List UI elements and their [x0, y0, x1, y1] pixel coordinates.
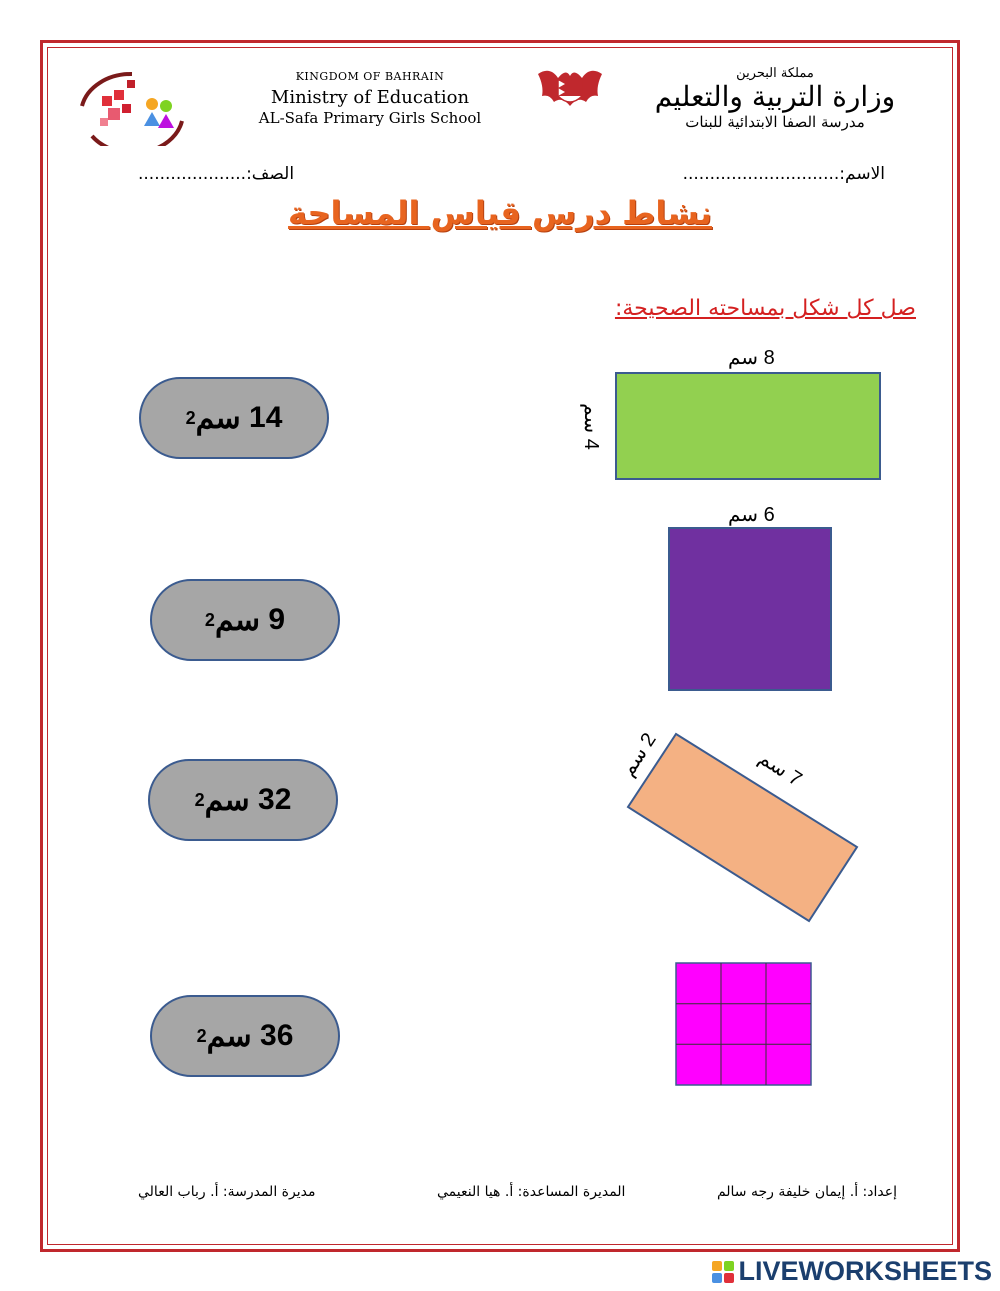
arabic-header	[630, 66, 920, 131]
orange-long-label: 7 سم	[754, 746, 806, 791]
answer-power: 2	[185, 407, 196, 428]
ministry-label-en: Ministry of Education	[270, 87, 470, 108]
answer-pill-9[interactable]	[150, 579, 340, 661]
answer-unit: سم	[214, 603, 261, 637]
ministry-label-ar: وزارة التربية والتعليم	[654, 80, 896, 113]
school-logo-icon	[72, 66, 192, 146]
magenta-grid-square[interactable]	[675, 962, 813, 1088]
footer-principal: مديرة المدرسة: أ. رباب العالي	[138, 1184, 316, 1200]
answer-value: 9	[268, 603, 286, 636]
answer-power: 2	[194, 789, 205, 810]
answer-pill-32[interactable]	[148, 759, 338, 841]
school-label-en: AL-Safa Primary Girls School	[258, 109, 482, 127]
student-class-field[interactable]: الصف:....................	[138, 164, 295, 184]
footer-prepared-by: إعداد: أ. إيمان خليفة رجه سالم	[716, 1184, 897, 1200]
answer-unit: سم	[195, 401, 241, 435]
answer-pill-36[interactable]	[150, 995, 340, 1077]
liveworksheets-watermark	[712, 1256, 992, 1287]
instruction-text: صل كل شكل بمساحته الصحيحة:	[614, 296, 916, 321]
student-name-field[interactable]: الاسم:.............................	[682, 164, 885, 184]
answer-unit: سم	[204, 783, 250, 817]
answer-value: 36	[260, 1019, 294, 1052]
answer-value: 32	[258, 783, 292, 816]
worksheet-title: نشاط درس قياس المساحة	[288, 194, 712, 232]
bahrain-emblem-icon	[530, 66, 610, 116]
liveworksheets-logo-icon	[712, 1261, 734, 1283]
kingdom-label-en: KINGDOM OF BAHRAIN	[295, 70, 445, 83]
school-label-ar: مدرسة الصفا الابتدائية للبنات	[685, 113, 865, 131]
liveworksheets-text: LIVEWORKSHEETS	[738, 1256, 992, 1286]
answer-power: 2	[204, 609, 215, 630]
orange-short-label: 2 سم	[616, 729, 661, 781]
english-header	[215, 70, 525, 127]
orange-rectangle[interactable]	[620, 725, 865, 925]
green-width-label: 8 سم	[728, 347, 775, 369]
purple-side-label: 6 سم	[728, 504, 775, 526]
answer-unit: سم	[206, 1019, 252, 1053]
answer-pill-14[interactable]	[139, 377, 329, 459]
answer-value: 14	[249, 401, 283, 434]
green-height-label: 4 سم	[579, 403, 602, 450]
green-rectangle[interactable]	[615, 372, 881, 480]
answer-power: 2	[196, 1025, 207, 1046]
kingdom-label-ar: مملكة البحرين	[736, 66, 814, 81]
footer-assistant-principal: المديرة المساعدة: أ. هيا النعيمي	[437, 1184, 626, 1200]
purple-square[interactable]	[668, 527, 832, 691]
